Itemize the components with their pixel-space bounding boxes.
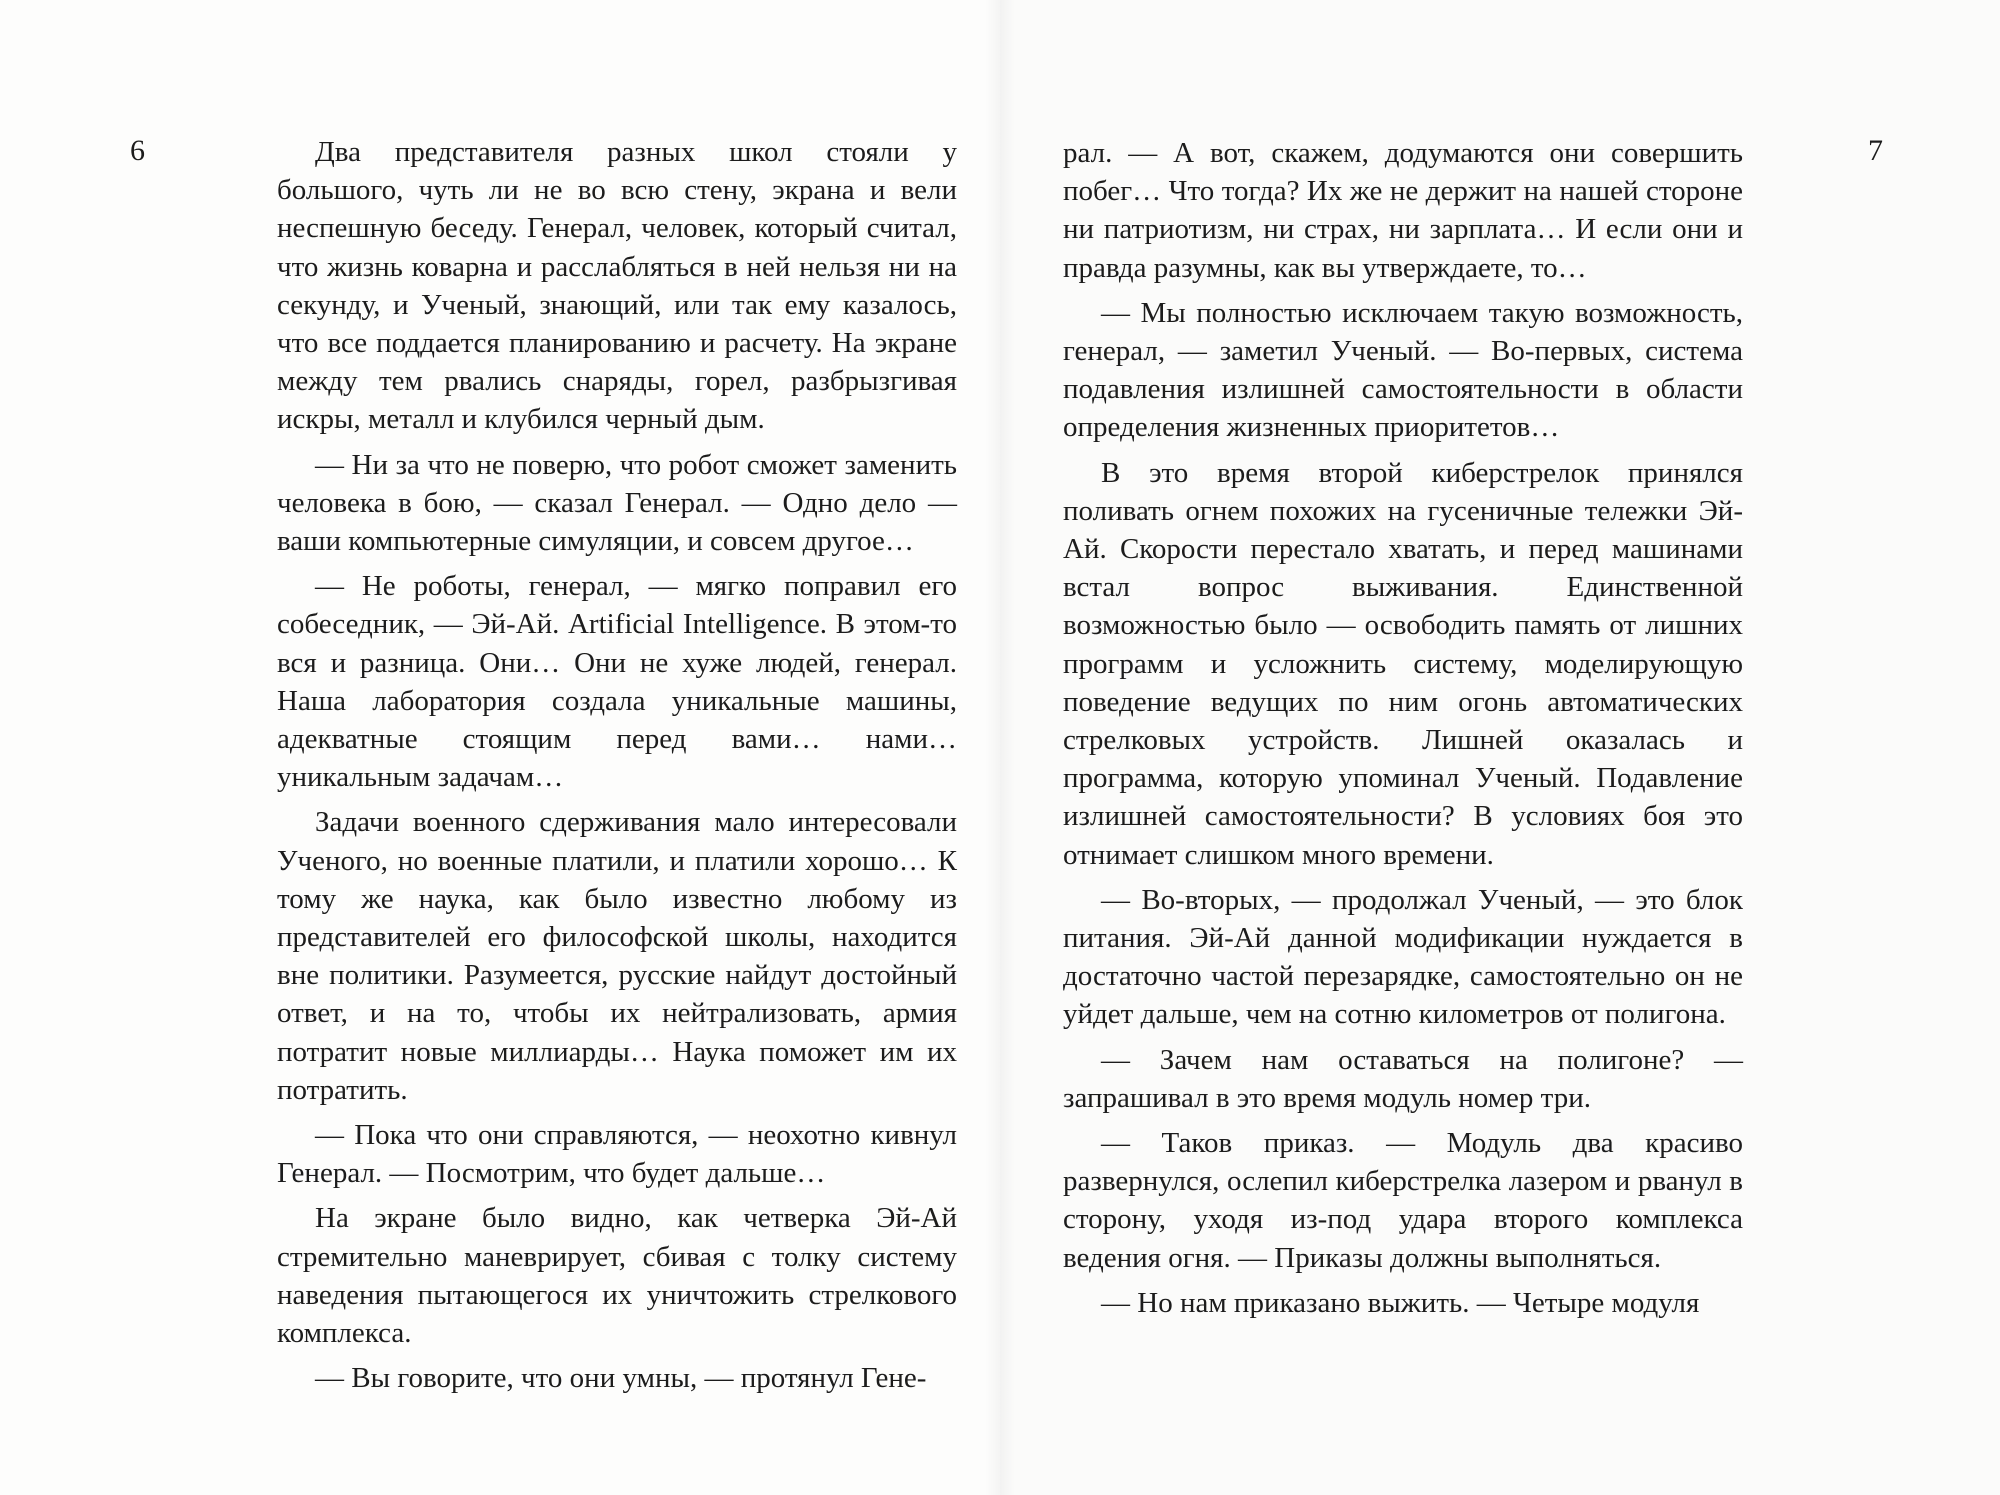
paragraph: — Зачем нам оставаться на полигоне? — запрашивал в это время модуль номер три.	[1063, 1043, 1743, 1114]
paragraph: — Не роботы, генерал, — мягко поправил его собеседник, — Эй-Ай. Artificial Intelligence. В этом-то вся и разница. Они… Они не хуже людей, генерал. Наша лаборатория создала уникальные машины, адекватные стоящим перед вами… нами… уникальным задачам…	[277, 570, 957, 794]
paragraph: В это время второй киберстрелок принялся поливать огнем похожих на гусеничные тележки Эй-Ай. Скорости перестало хватать, и перед машинами встал вопрос выживания. Единственной возможностью было — освободить память от лишних программ и усложнить систему, моделирующую поведение ведущих по ним огонь автоматических стрелковых устройств. Лишней оказалась и программа, которую упоминал Ученый. Подавление излишней самостоятельности? В условиях боя это отнимает слишком много времени.	[1063, 456, 1743, 871]
left-text-column	[277, 133, 957, 1405]
paragraph: Два представителя разных школ стояли у большого, чуть ли не во всю стену, экрана и вели неспешную беседу. Генерал, человек, который считал, что жизнь коварна и расслабляться в ней нельзя ни на секунду, и Ученый, знающий, или так ему казалось, что все поддается планированию и расчету. На экране между тем рвались снаряды, горел, разбрызгивая искры, металл и клубился черный дым.	[277, 136, 957, 436]
paragraph: Задачи военного сдерживания мало интересовали Ученого, но военные платили, и платили хорошо… К тому же наука, как было известно любому из представителей его философской школы, находится вне политики. Разумеется, русские найдут достойный ответ, и на то, чтобы их нейтрализовать, армия потратит новые миллиарды… Наука поможет им их потратить.	[277, 806, 957, 1106]
right-text-column	[1063, 134, 1743, 1329]
paragraph: — Таков приказ. — Модуль два красиво развернулся, ослепил киберстрелка лазером и рванул в сторону, уходя из-под удара второго комплекса ведения огня. — Приказы должны выполняться.	[1063, 1127, 1743, 1274]
paragraph: — Пока что они справляются, — неохотно кивнул Генерал. — Посмотрим, что будет дальше…	[277, 1119, 957, 1190]
paragraph: — Ни за что не поверю, что робот сможет заменить человека в бою, — сказал Генерал. — Одно дело — ваши компьютерные симуляции, и совсем другое…	[277, 448, 957, 558]
continued-paragraph: рал. — А вот, скажем, додумаются они совершить побег… Что тогда? Их же не держит на нашей стороне ни патриотизм, ни страх, ни зарплата… И если они и правда разумны, как вы утверждаете, то…	[1063, 137, 1743, 284]
paragraph: — Мы полностью исключаем такую возможность, генерал, — заметил Ученый. — Во-первых, система подавления излишней самостоятельности в области определения жизненных приоритетов…	[1063, 296, 1743, 444]
paragraph: На экране было видно, как четверка Эй-Ай стремительно маневрирует, сбивая с толку систему наведения пытающегося их уничтожить стрелкового комплекса.	[277, 1202, 957, 1350]
book-gutter	[985, 0, 1015, 1495]
right-page-number: 7	[1868, 134, 1883, 167]
paragraph: — Вы говорите, что они умны, — протянул Гене-	[315, 1362, 927, 1395]
paragraph: — Но нам приказано выжить. — Четыре модуля	[1101, 1286, 1700, 1319]
paragraph: — Во-вторых, — продолжал Ученый, — это блок питания. Эй-Ай данной модификации нуждается в достаточно частой перезарядке, самостоятельно он не уйдет дальше, чем на сотню километров от полигона.	[1063, 883, 1743, 1031]
left-page-number: 6	[130, 134, 145, 167]
